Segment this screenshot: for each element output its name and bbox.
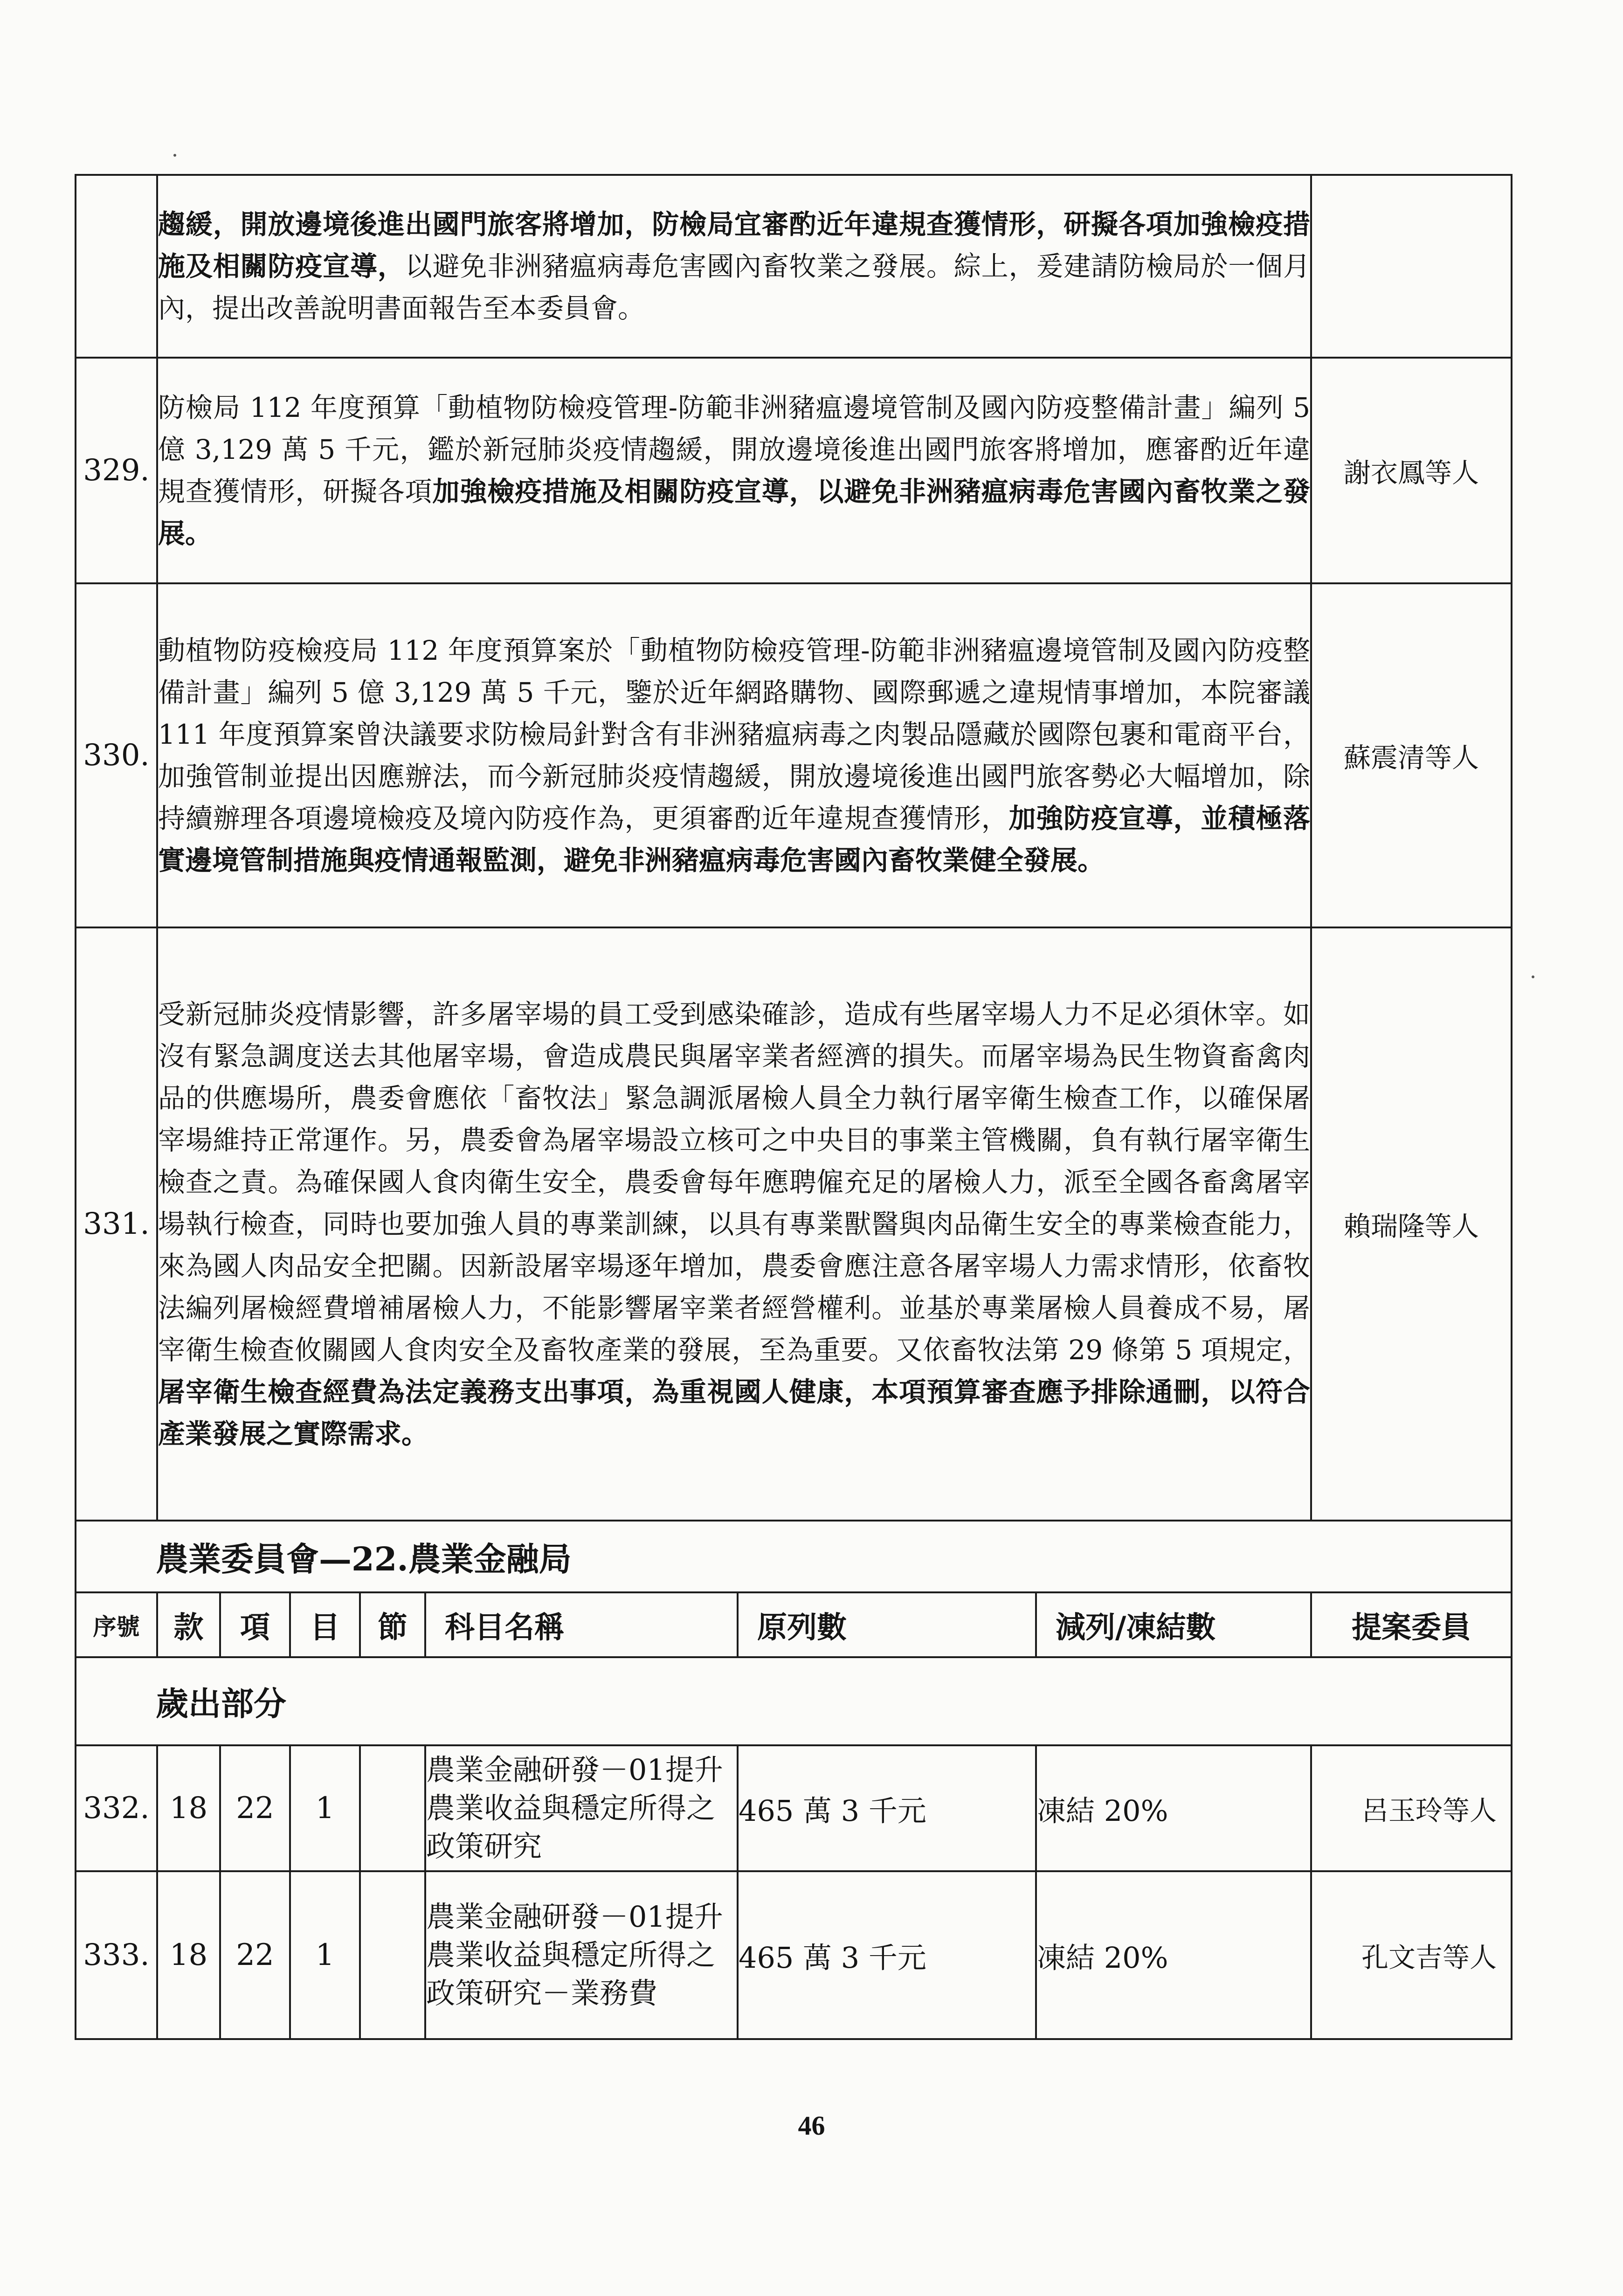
jie-value	[360, 1745, 425, 1871]
row-number: 332.	[76, 1745, 157, 1871]
proposal-table	[75, 174, 1512, 2040]
col-xiang: 項	[220, 1592, 290, 1657]
xiang-value: 22	[220, 1745, 290, 1871]
col-original: 原列數	[738, 1592, 1036, 1657]
section-row	[76, 1521, 1512, 1592]
row-number	[76, 175, 157, 358]
section-title: 農業委員會—22.農業金融局	[76, 1521, 1512, 1592]
proposer: 謝衣鳳等人	[1311, 358, 1512, 583]
text-normal: 受新冠肺炎疫情影響，許多屠宰場的員工受到感染確診，造成有些屠宰場人力不足必須休宰。如沒有緊急調度送去其他屠宰場，會造成農民與屠宰業者經濟的損失。而屠宰場為民生物資畜禽肉品的供應場所，農委會應依「畜牧法」緊急調派屠檢人員全力執行屠宰衛生檢查工作，以確保屠宰場維持正常運作。另，農委會為屠宰場設立核可之中央目的事業主管機關，負有執行屠宰衛生檢查之責。為確保國人食肉衛生安全，農委會每年應聘僱充足的屠檢人力，派至全國各畜禽屠宰場執行檢查，同時也要加強人員的專業訓練，以具有專業獸醫與肉品衛生安全的專業檢查能力，來為國人肉品安全把關。因新設屠宰場逐年增加，農委會應注意各屠宰場人力需求情形，依畜牧法編列屠檢經費增補屠檢人力，不能影響屠宰業者經營權利。並基於專業屠檢人員養成不易，屠宰衛生檢查攸關國人食肉安全及畜牧產業的發展，至為重要。又依畜牧法第 29 條第 5 項規定，	[158, 998, 1310, 1366]
scan-speck	[1532, 975, 1534, 978]
col-proposer: 提案委員	[1311, 1592, 1512, 1657]
row-number: 333.	[76, 1871, 157, 2039]
row-number: 330.	[76, 583, 157, 927]
kuan-value: 18	[157, 1745, 220, 1871]
cut-amount: 凍結 20%	[1036, 1745, 1311, 1871]
row-number: 329.	[76, 358, 157, 583]
subsection-title: 歲出部分	[76, 1657, 1512, 1745]
proposal-text	[157, 175, 1311, 358]
subject-name: 農業金融研發－01提升農業收益與穩定所得之政策研究－業務費	[425, 1871, 738, 2039]
col-jie: 節	[360, 1592, 425, 1657]
text-bold: 趨緩，開放邊境後進出國門旅客將增加，防檢局宜審酌近年違規查獲情形，研擬各項加強檢疫措施及相關防疫宣導，	[158, 208, 1310, 282]
budget-row	[76, 1745, 1512, 1871]
proposer	[1311, 175, 1512, 358]
proposal-text	[157, 358, 1311, 583]
col-mu: 目	[290, 1592, 360, 1657]
proposal-row	[76, 927, 1512, 1521]
mu-value: 1	[290, 1871, 360, 2039]
text-bold: 加強檢疫措施及相關防疫宣導，以避免非洲豬瘟病毒危害國內畜牧業之發展。	[158, 476, 1310, 549]
cut-amount: 凍結 20%	[1036, 1871, 1311, 2039]
col-seq: 序號	[76, 1592, 157, 1657]
proposer: 呂玉玲等人	[1311, 1745, 1512, 1871]
jie-value	[360, 1871, 425, 2039]
xiang-value: 22	[220, 1871, 290, 2039]
proposal-row	[76, 583, 1512, 927]
subsection-row	[76, 1657, 1512, 1745]
column-header-row	[76, 1592, 1512, 1657]
proposal-row	[76, 175, 1512, 358]
text-bold: 屠宰衛生檢查經費為法定義務支出事項，為重視國人健康，本項預算審查應予排除通刪，以符合產業發展之實際需求。	[158, 1376, 1310, 1450]
text-normal: 以避免非洲豬瘟病毒危害國內畜牧業之發展。綜上，爰建請防檢局於一個月內，提出改善說明書面報告至本委員會。	[158, 250, 1310, 324]
proposer: 蘇震清等人	[1311, 583, 1512, 927]
page-number: 46	[798, 2110, 825, 2141]
text-normal: 動植物防疫檢疫局 112 年度預算案於「動植物防檢疫管理-防範非洲豬瘟邊境管制及國內防疫整備計畫」編列 5 億 3,129 萬 5 千元，鑒於近年網路購物、國際郵遞之違規情事增加，本院審議 111 年度預算案曾決議要求防檢局針對含有非洲豬瘟病毒之肉製品隱藏於國際包裹和電商平台，加強管制並提出因應辦法，而今新冠肺炎疫情趨緩，開放邊境後進出國門旅客勢必大幅增加，除持續辦理各項邊境檢疫及境內防疫作為，更須審酌近年違規查獲情形，	[158, 635, 1310, 834]
row-number: 331.	[76, 927, 157, 1521]
text-normal: 防檢局 112 年度預算「動植物防檢疫管理-防範非洲豬瘟邊境管制及國內防疫整備計畫」編列 5 億 3,129 萬 5 千元，鑑於新冠肺炎疫情趨緩，開放邊境後進出國門旅客將增加，應審酌近年違規查獲情形，研擬各項	[158, 392, 1310, 507]
original-amount: 465 萬 3 千元	[738, 1745, 1036, 1871]
original-amount: 465 萬 3 千元	[738, 1871, 1036, 2039]
proposal-row	[76, 358, 1512, 583]
budget-row	[76, 1871, 1512, 2039]
col-cut: 減列/凍結數	[1036, 1592, 1311, 1657]
col-kuan: 款	[157, 1592, 220, 1657]
proposal-text	[157, 927, 1311, 1521]
kuan-value: 18	[157, 1871, 220, 2039]
col-subject: 科目名稱	[425, 1592, 738, 1657]
scan-speck	[173, 154, 176, 157]
text-bold: 加強防疫宣導，並積極落實邊境管制措施與疫情通報監測，避免非洲豬瘟病毒危害國內畜牧業健全發展。	[158, 802, 1310, 876]
proposer: 孔文吉等人	[1311, 1871, 1512, 2039]
subject-name: 農業金融研發－01提升農業收益與穩定所得之政策研究	[425, 1745, 738, 1871]
proposal-text	[157, 583, 1311, 927]
mu-value: 1	[290, 1745, 360, 1871]
proposer: 賴瑞隆等人	[1311, 927, 1512, 1521]
